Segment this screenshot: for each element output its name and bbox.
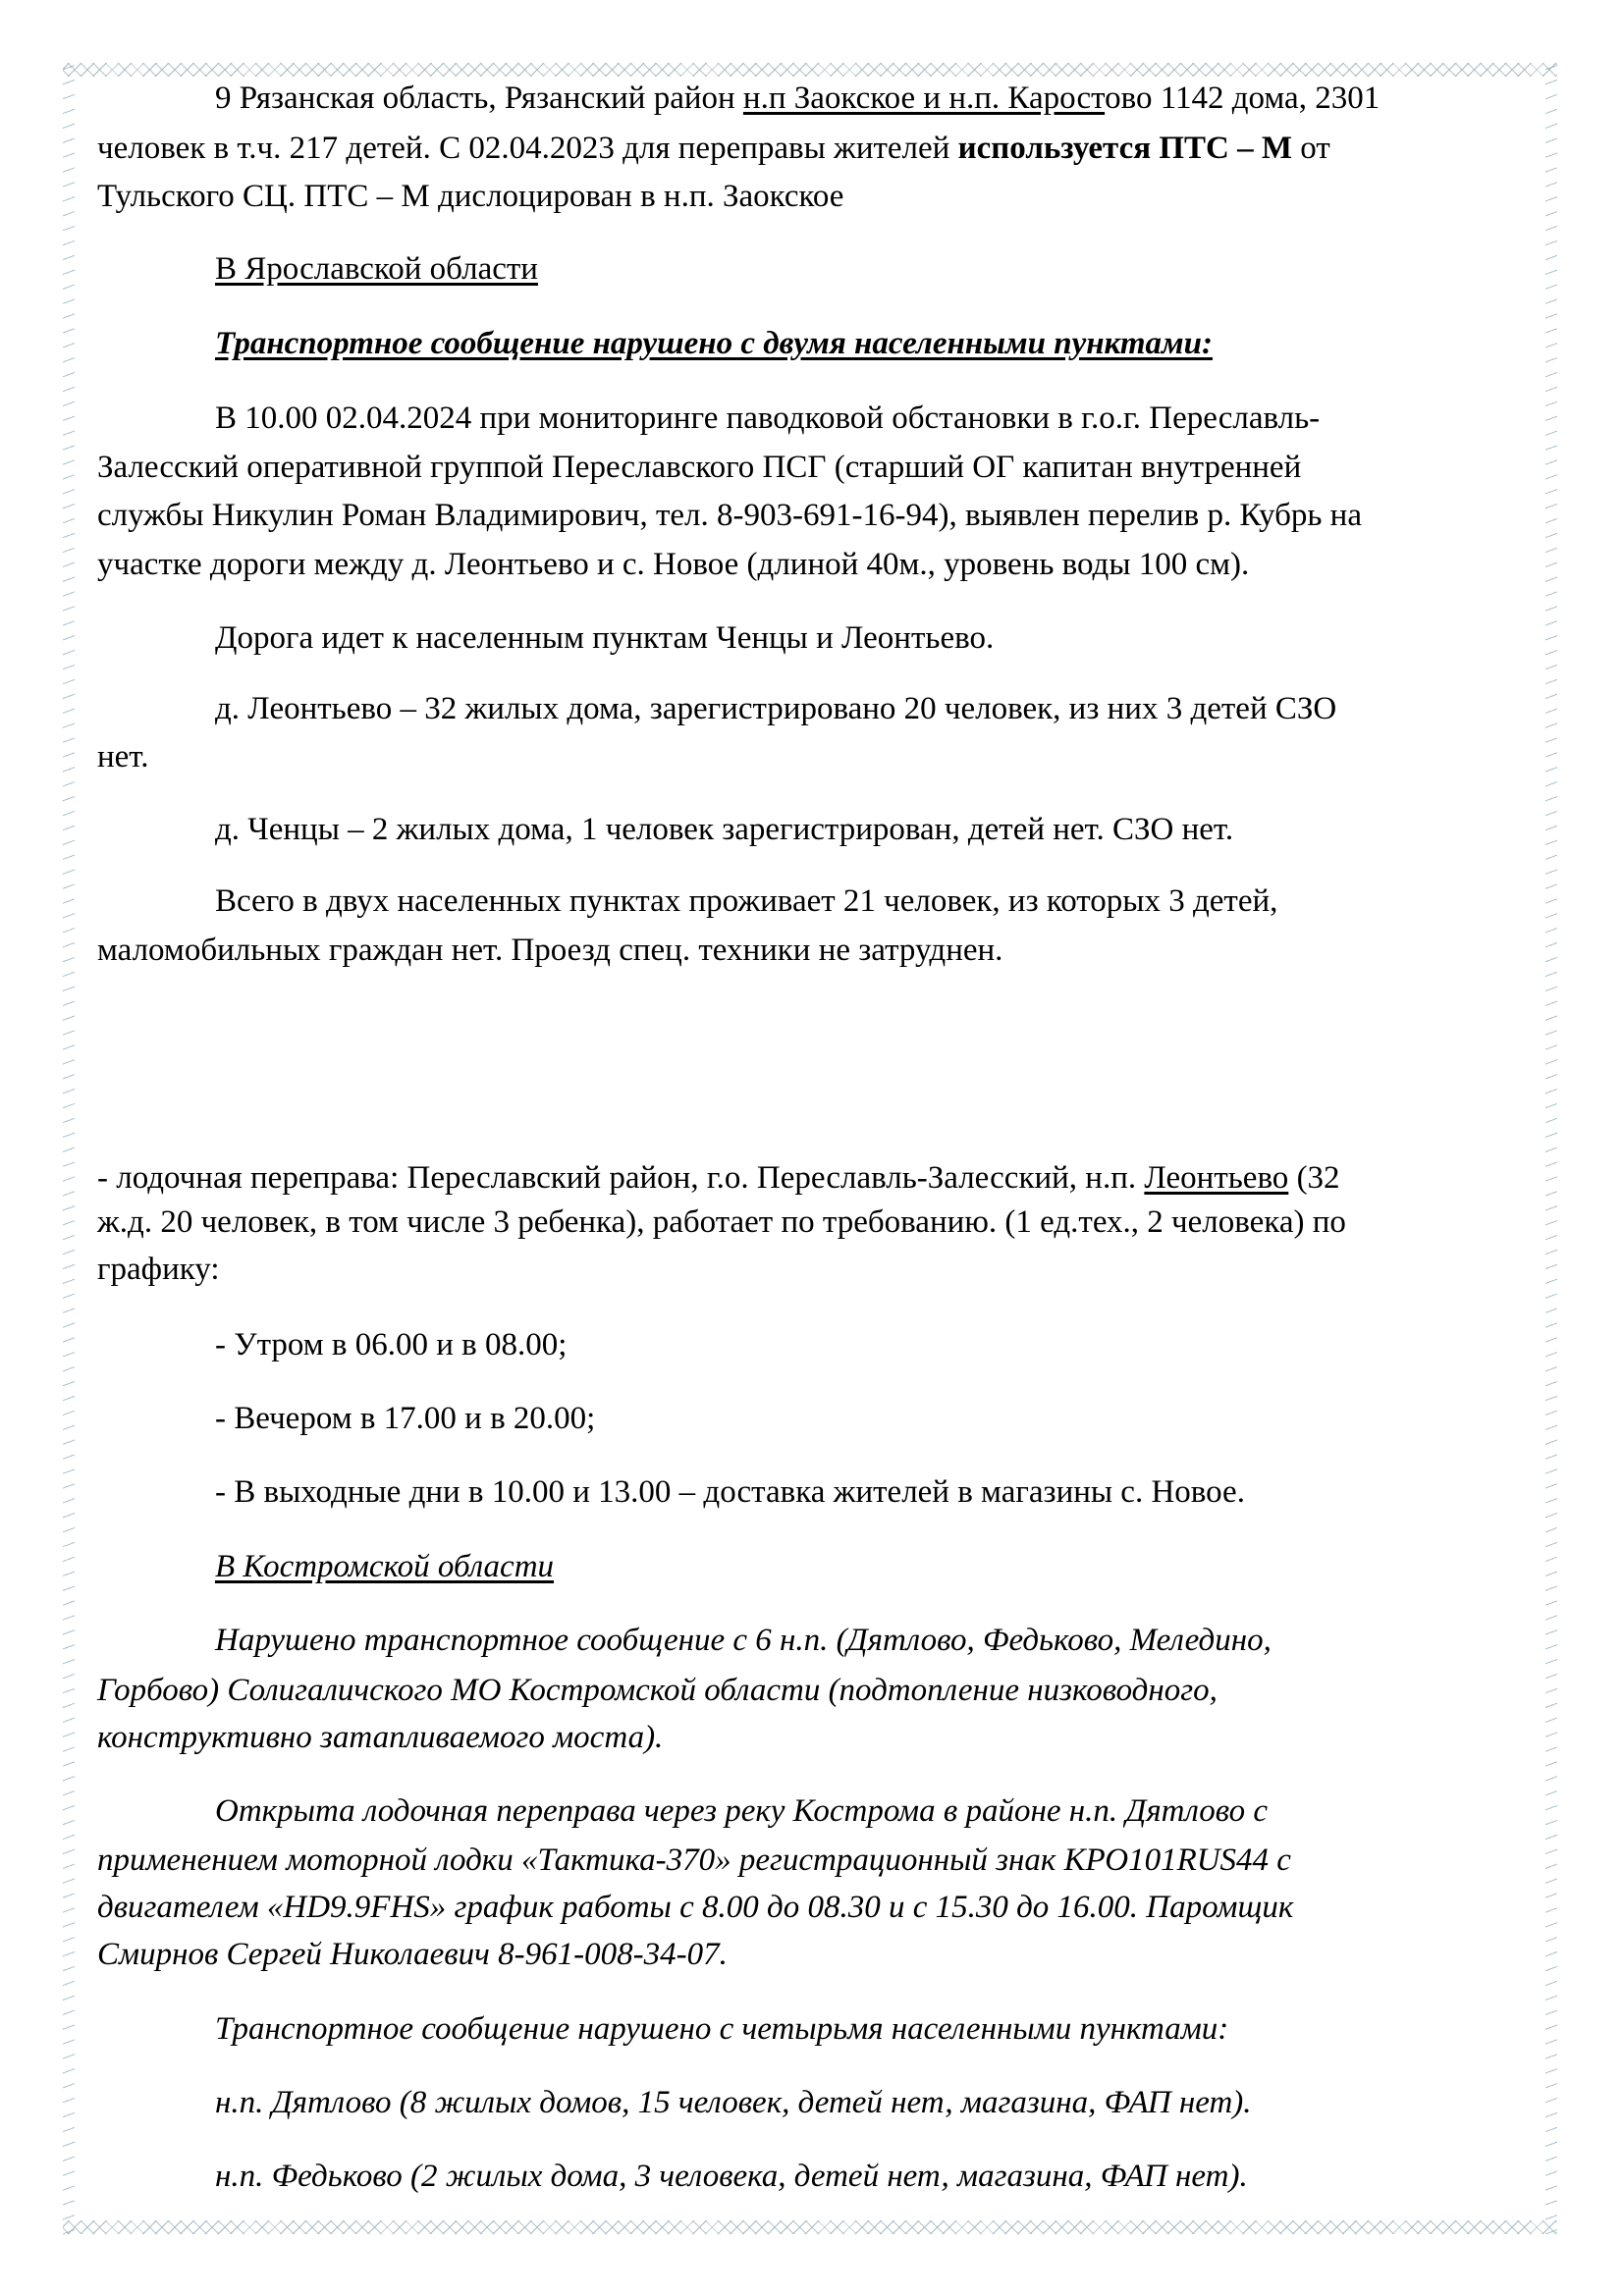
monitoring-line-4: участке дороги между д. Леонтьево и с. Новое (длиной 40м., уровень воды 100 см). (97, 547, 1250, 582)
ryazan-line-1 (215, 79, 1380, 118)
text: 9 Рязанская область, Рязанский район (215, 80, 743, 116)
underlined-settlements: н.п Заокское и н.п. Карост (742, 80, 1106, 116)
text: человек в т.ч. 217 детей. С 02.04.2023 для переправы жителей (97, 131, 958, 166)
chentsy-line: д. Ченцы – 2 жилых дома, 1 человек зарегистрирован, детей нет. СЗО нет. (215, 812, 1234, 847)
ryazan-line-2 (97, 129, 1330, 168)
schedule-evening: - Вечером в 17.00 и в 20.00; (215, 1401, 596, 1436)
kostroma-disruption-line-3: конструктивно затапливаемого моста). (97, 1720, 664, 1755)
schedule-morning: - Утром в 06.00 и в 08.00; (215, 1327, 568, 1362)
border-right (1545, 63, 1557, 2234)
kostroma-boat-line-3: двигателем «HD9.9FHS» график работы с 8.00 до 08.30 и с 15.30 до 16.00. Паромщик (97, 1890, 1294, 1925)
kostroma-disruption-line-2: Горбово) Солигаличского МО Костромской области (подтопление низководного, (97, 1673, 1218, 1708)
border-bottom (63, 2220, 1557, 2234)
kostroma-heading: В Костромской области (215, 1549, 555, 1584)
leontyevo-line-1: д. Леонтьево – 32 жилых дома, зарегистрировано 20 человек, из них 3 детей СЗО (215, 691, 1337, 726)
boat-crossing-line-2: ж.д. 20 человек, в том числе 3 ребенка), работает по требованию. (1 ед.тех., 2 человека) по (97, 1204, 1346, 1240)
kostroma-boat-line-1: Открыта лодочная переправа через реку Кострома в районе н.п. Дятлово с (215, 1793, 1269, 1829)
yaroslavl-subheading: Транспортное сообщение нарушено с двумя населенными пунктами: (215, 326, 1213, 361)
boat-crossing-line-3: графику: (97, 1252, 220, 1287)
text: - лодочная переправа: Переславский район, г.о. Переславль-Залесский, н.п. (97, 1160, 1145, 1196)
boat-crossing-line-1 (97, 1158, 1340, 1198)
total-line-1: Всего в двух населенных пунктах проживает 21 человек, из которых 3 детей, (215, 883, 1278, 919)
monitoring-line-2: Залесский оперативной группой Переславского ПСГ (старший ОГ капитан внутренней (97, 450, 1302, 485)
settlement-fedkovo: н.п. Федьково (2 жилых дома, 3 человека, детей нет, магазина, ФАП нет). (215, 2159, 1248, 2194)
yaroslavl-heading: В Ярославской области (215, 251, 538, 287)
border-left (63, 63, 75, 2234)
text: ово 1142 дома, 2301 (1105, 80, 1380, 116)
underlined-leontyevo: Леонтьево (1144, 1160, 1289, 1196)
kostroma-disruption-line-1: Нарушено транспортное сообщение с 6 н.п. (Дятлово, Федьково, Меледино, (215, 1623, 1272, 1658)
total-line-2: маломобильных граждан нет. Проезд спец. техники не затруднен. (97, 933, 1003, 968)
border-top (63, 63, 1557, 77)
schedule-weekend: - В выходные дни в 10.00 и 13.00 – доставка жителей в магазины с. Новое. (215, 1474, 1245, 1510)
bold-pts-m: используется ПТС – М (957, 131, 1293, 166)
text: от (1292, 131, 1330, 166)
road-line: Дорога идет к населенным пунктам Ченцы и Леонтьево. (215, 620, 995, 656)
kostroma-four-settlements: Транспортное сообщение нарушено с четырьмя населенными пунктами: (215, 2011, 1229, 2047)
kostroma-boat-line-4: Смирнов Сергей Николаевич 8-961-008-34-07. (97, 1937, 728, 1972)
ryazan-line-3: Тульского СЦ. ПТС – М дислоцирован в н.п. Заокское (97, 179, 844, 214)
leontyevo-line-2: нет. (97, 739, 149, 774)
monitoring-line-3: службы Никулин Роман Владимирович, тел. 8-903-691-16-94), выявлен перелив р. Кубрь на (97, 498, 1362, 533)
settlement-dyatlovo: н.п. Дятлово (8 жилых домов, 15 человек, детей нет, магазина, ФАП нет). (215, 2085, 1252, 2120)
kostroma-boat-line-2: применением моторной лодки «Тактика-370» регистрационный знак КРО101RUS44 с (97, 1842, 1291, 1878)
text: (32 (1288, 1160, 1340, 1196)
monitoring-line-1: В 10.00 02.04.2024 при мониторинге паводковой обстановки в г.о.г. Переславль- (215, 400, 1321, 436)
